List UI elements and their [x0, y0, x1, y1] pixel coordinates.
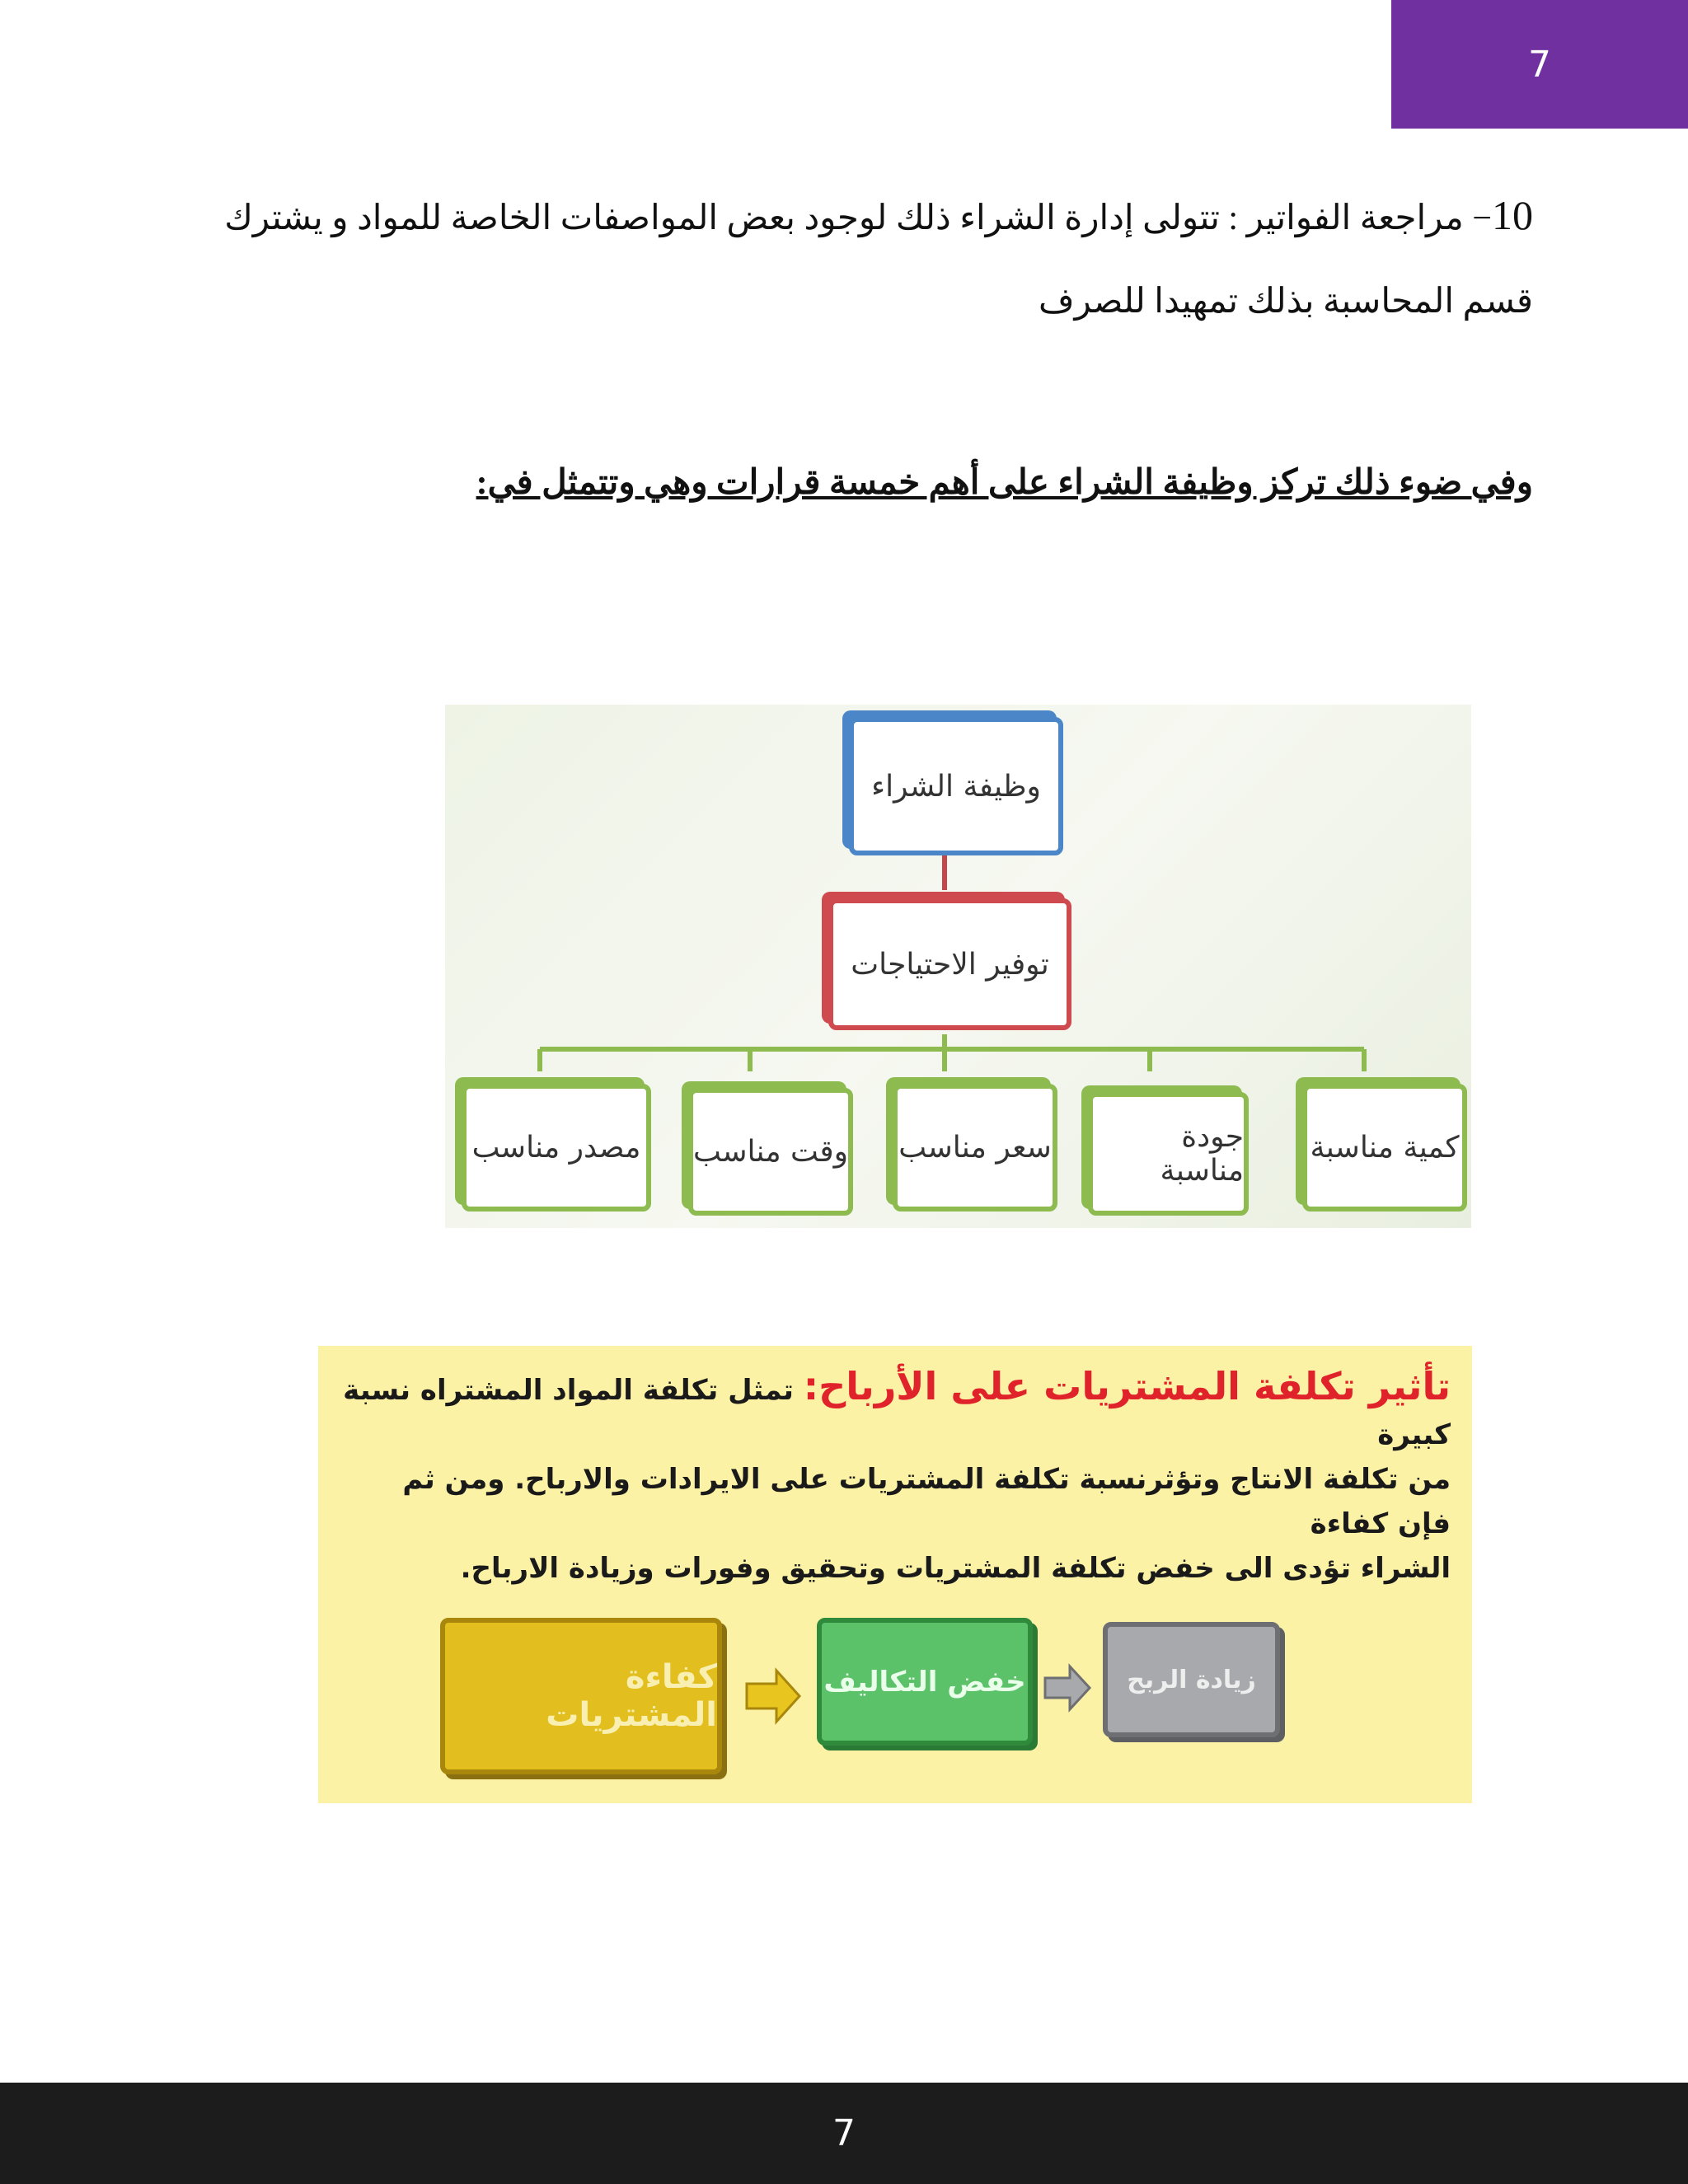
- leaf-label-price: سعر مناسب: [898, 1131, 1052, 1165]
- flow-box-profit-increase: [1103, 1622, 1280, 1737]
- item-number: 10: [1492, 192, 1533, 238]
- leaf-label-quality: جودة مناسبة: [1160, 1120, 1244, 1188]
- section-heading: وفي ضوء ذلك تركز وظيفة الشراء على أهم خمسة قرارات وهي وتتمثل في:: [476, 464, 1533, 502]
- purchasing-function-diagram: [445, 705, 1471, 1228]
- page-number-tab: [1391, 0, 1688, 129]
- profit-title: تأثير تكلفة المشتريات على الأرباح:: [803, 1364, 1451, 1408]
- arrow-right-icon: [745, 1667, 803, 1725]
- leaf-label-quantity: كمية مناسبة: [1310, 1131, 1460, 1165]
- profit-impact-panel: [318, 1346, 1472, 1803]
- leaf-label-source: مصدر مناسب: [471, 1131, 641, 1165]
- middle-label: توفير الاحتياجات: [851, 947, 1049, 982]
- flow-label-profit-increase: زيادة الربح: [1127, 1665, 1256, 1694]
- leaf-box-time: [688, 1088, 853, 1216]
- profit-line-1: [342, 1364, 1451, 1457]
- profit-paragraph: [342, 1364, 1451, 1591]
- page-number: 7: [1528, 43, 1551, 86]
- root-box: [849, 717, 1063, 855]
- leaf-box-quantity: [1302, 1084, 1467, 1212]
- paragraph-line-1: [132, 191, 1533, 239]
- paragraph-line-2: قسم المحاسبة بذلك تمهيدا للصرف: [1038, 283, 1533, 321]
- leaf-box-source: [462, 1084, 651, 1212]
- item-dash: −: [1463, 199, 1492, 237]
- flow-box-efficiency: [440, 1618, 722, 1774]
- page-footer: [0, 2083, 1688, 2184]
- leaf-label-time: وقت مناسب: [692, 1135, 848, 1169]
- profit-body-3: الشراء تؤدى الى خفض تكلفة المشتريات وتحقيق وفورات وزيادة الارباح.: [460, 1552, 1451, 1585]
- leaf-box-quality: [1088, 1092, 1249, 1216]
- flow-label-efficiency: كفاءة المشتريات: [546, 1658, 717, 1734]
- arrow-right-icon-2: [1043, 1663, 1093, 1713]
- profit-body-1: تمثل تكلفة المواد المشتراه نسبة كبيرة: [343, 1374, 1451, 1451]
- middle-box: [828, 898, 1071, 1030]
- profit-body-2: من تكلفة الانتاج وتؤثرنسبة تكلفة المشتريات على الايرادات والارباح. ومن ثم فإن كفاءة: [402, 1463, 1451, 1540]
- footer-page-number: 7: [832, 2112, 856, 2154]
- item-text: مراجعة الفواتير : تتولى إدارة الشراء ذلك لوجود بعض المواصفات الخاصة للمواد و يشترك: [224, 199, 1464, 237]
- flow-box-cost-reduction: [817, 1618, 1033, 1746]
- leaf-box-price: [893, 1084, 1057, 1212]
- flow-label-cost-reduction: خفض التكاليف: [823, 1665, 1026, 1699]
- root-label: وظيفة الشراء: [871, 769, 1041, 804]
